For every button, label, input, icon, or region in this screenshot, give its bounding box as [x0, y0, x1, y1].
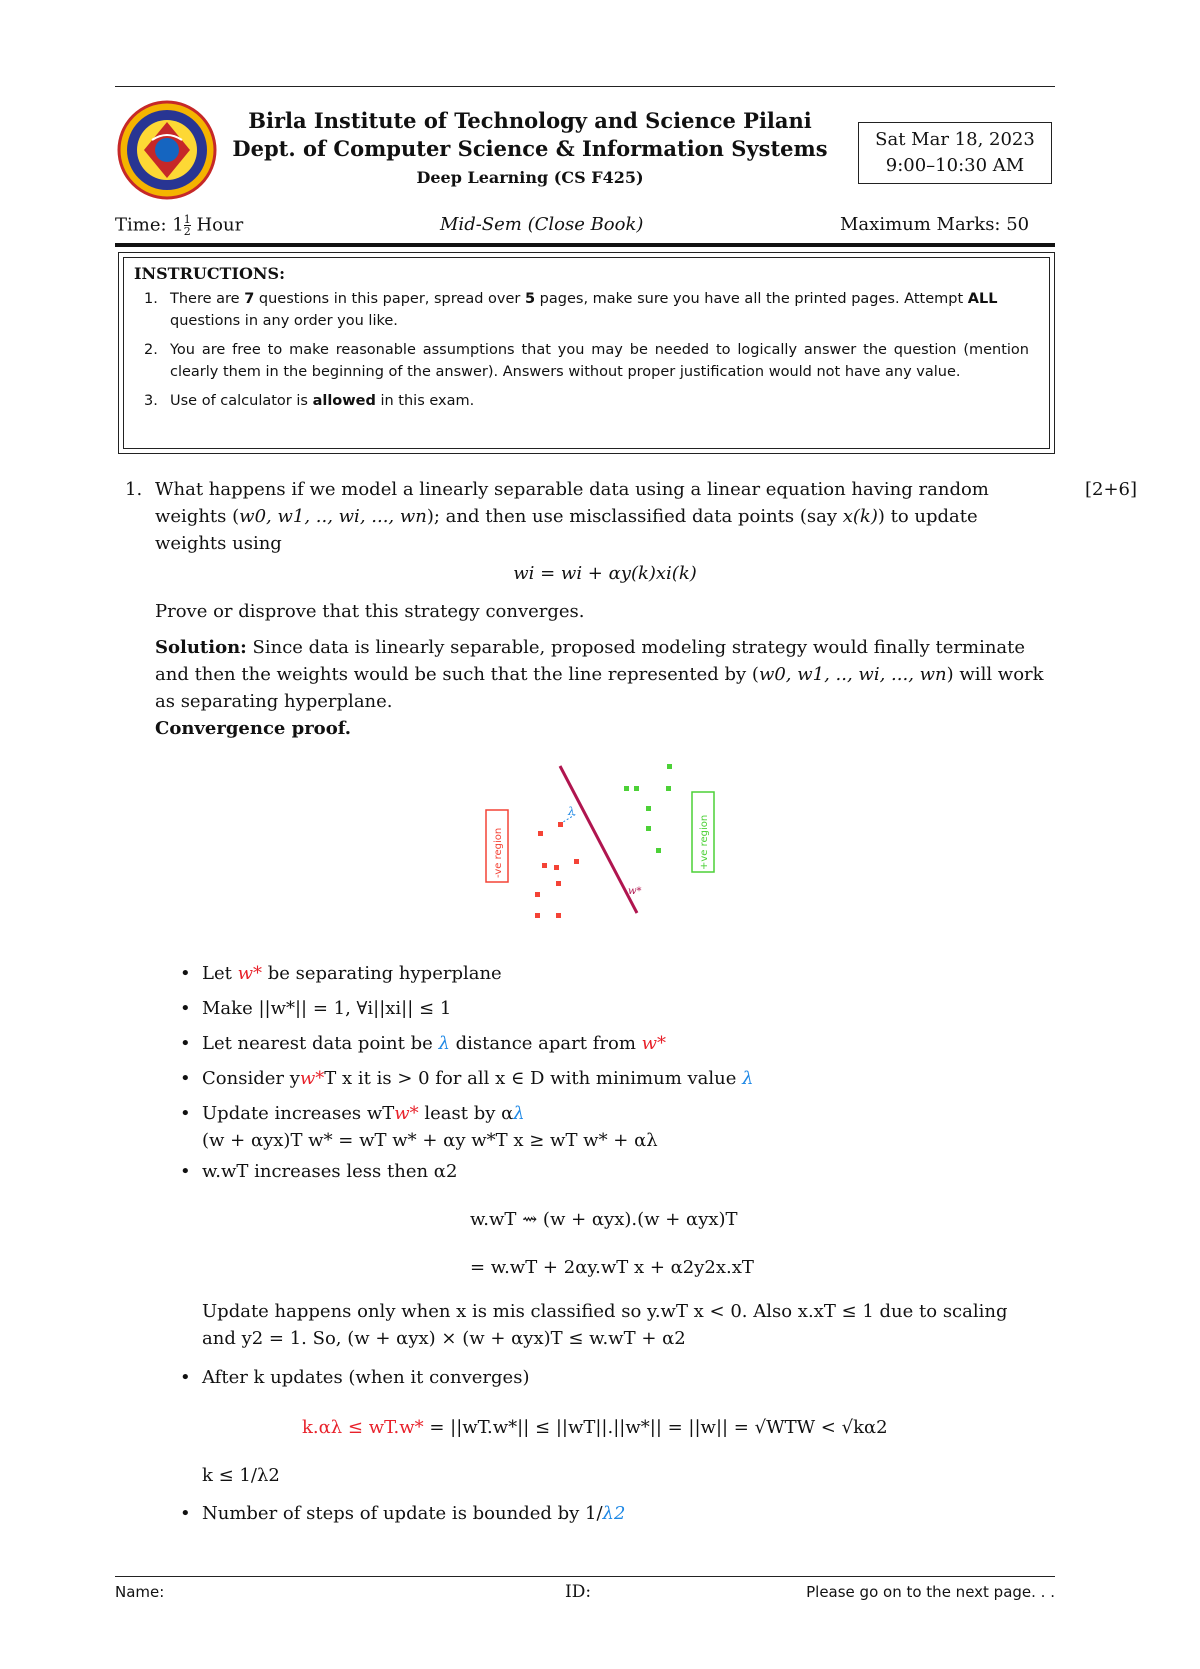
- instructions-box: [118, 252, 1055, 454]
- neg-point: [558, 822, 563, 827]
- pos-point: [634, 786, 639, 791]
- pos-point: [646, 806, 651, 811]
- proof-bullets: [178, 960, 1078, 1185]
- institute-name: Birla Institute of Technology and Science Pilani: [248, 108, 812, 133]
- neg-point: [554, 865, 559, 870]
- exam-type: Mid-Sem (Close Book): [440, 214, 644, 235]
- pos-point: [666, 786, 671, 791]
- lambda-label: λ: [568, 805, 575, 818]
- exam-date: Sat Mar 18, 2023: [875, 129, 1035, 150]
- question-number: 1.: [125, 479, 143, 500]
- instructions-list: [144, 288, 1029, 419]
- bullet-item: • Consider yw*T x it is > 0 for all x ∈ D with minimum value λ: [178, 1065, 1078, 1092]
- positive-region-label: +ve region: [699, 814, 710, 870]
- solution-text: Solution: Since data is linearly separable, proposed modeling strategy would finally terminate and then the weights would be such that the line represented by (w0, w1, .., wi, ..., wn) will work as separating hyperplane. Convergence proof.: [155, 637, 1044, 739]
- question-text: What happens if we model a linearly separable data using a linear equation having random weights (w0, w1, .., wi, ..., wn); and then use misclassified data points (say x(k)) to update weights using: [155, 479, 989, 554]
- footer-id: ID:: [565, 1582, 592, 1602]
- instruction-item: 2. You are free to make reasonable assumptions that you may be needed to logically answer the question (mention clearly them in the beginning of the answer). Answers without proper justification would not have any value.: [144, 342, 1029, 380]
- proof-bullets-2: [178, 1364, 1078, 1391]
- bullet-item: • Update increases wTw* least by αλ (w + αyx)T w* = wT w* + αy w*T x ≥ wT w* + αλ: [178, 1100, 1078, 1154]
- neg-point: [535, 892, 540, 897]
- neg-point: [535, 913, 540, 918]
- prove-statement: Prove or disprove that this strategy converges.: [155, 601, 585, 622]
- convergence-bound-equation: k.αλ ≤ wT.w* = ||wT.w*|| ≤ ||wT||.||w*|| = ||w|| = √WTW < √kα2: [302, 1417, 888, 1438]
- wstar-label: w*: [628, 886, 642, 897]
- instructions-inner: [123, 257, 1050, 449]
- expansion-equation-1: w.wT ⇝ (w + αyx).(w + αyx)T: [470, 1209, 738, 1230]
- exam-duration: Time: 1 $\frac{1}{2}$ Hour: [115, 213, 244, 238]
- footer-name: Name:: [115, 1583, 165, 1601]
- neg-point: [574, 859, 579, 864]
- neg-point: [556, 913, 561, 918]
- date-box: [858, 122, 1052, 184]
- instruction-item: 1. There are 7 questions in this paper, spread over 5 pages, make sure you have all the printed pages. Attempt ALL questions in any order you like.: [144, 291, 998, 329]
- bullet-item: • w.wT increases less then α2: [178, 1158, 1078, 1185]
- instructions-title: INSTRUCTIONS:: [134, 264, 285, 283]
- pos-point: [656, 848, 661, 853]
- k-bound: k ≤ 1/λ2: [202, 1465, 280, 1486]
- footer-rule: [115, 1576, 1055, 1577]
- instruction-item: 3. Use of calculator is allowed in this exam.: [144, 393, 475, 409]
- question-marks: [2+6]: [1085, 479, 1138, 500]
- bullet-item: • Let nearest data point be λ distance apart from w*: [178, 1030, 1078, 1057]
- bullet-item: • After k updates (when it converges): [178, 1364, 1078, 1391]
- update-explanation: Update happens only when x is mis classified so y.wT x < 0. Also x.xT ≤ 1 due to scaling and y2 = 1. So, (w + αyx) × (w + αyx)T ≤ w.wT + α2: [202, 1301, 1008, 1349]
- proof-bullets-3: [178, 1500, 1078, 1527]
- bullet-item: • Let w* be separating hyperplane: [178, 960, 1078, 987]
- neg-point: [538, 831, 543, 836]
- pos-point: [624, 786, 629, 791]
- top-rule: [115, 86, 1055, 87]
- department-name: Dept. of Computer Science & Information Systems: [232, 136, 828, 161]
- pos-point: [667, 764, 672, 769]
- neg-point: [542, 863, 547, 868]
- max-marks: Maximum Marks: 50: [840, 214, 1030, 235]
- negative-points: [535, 822, 579, 918]
- bullet-item: • Make ||w*|| = 1, ∀i||xi|| ≤ 1: [178, 995, 1078, 1022]
- footer-next-page: Please go on to the next page. . .: [806, 1583, 1055, 1601]
- course-name: Deep Learning (CS F425): [416, 168, 644, 187]
- pos-point: [646, 826, 651, 831]
- expansion-equation-2: = w.wT + 2αy.wT x + α2y2x.xT: [470, 1257, 754, 1278]
- neg-point: [556, 881, 561, 886]
- institute-logo: [112, 100, 222, 200]
- header-divider: [115, 243, 1055, 247]
- exam-time-slot: 9:00–10:30 AM: [885, 155, 1025, 176]
- positive-points: [624, 764, 672, 853]
- bullet-item: • Number of steps of update is bounded by 1/λ2: [178, 1500, 1078, 1527]
- update-equation: wi = wi + αy(k)xi(k): [513, 563, 697, 584]
- separating-hyperplane-figure: [480, 758, 740, 938]
- negative-region-label: -ve region: [493, 827, 504, 878]
